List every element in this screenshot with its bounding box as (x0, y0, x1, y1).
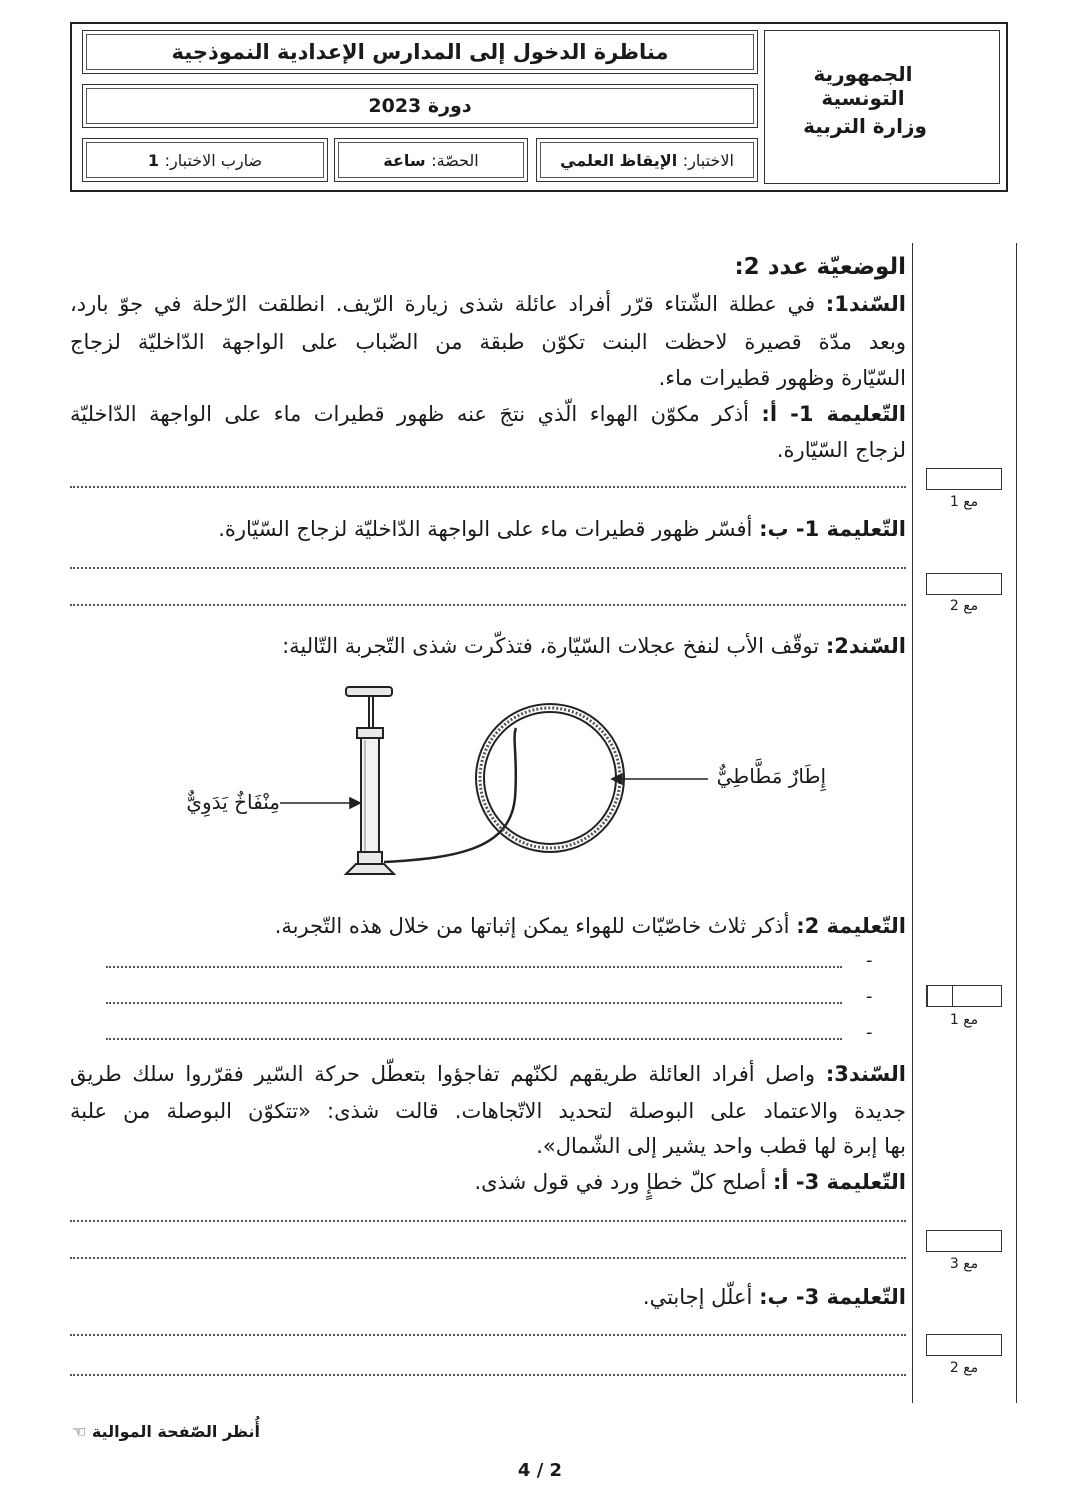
duration-label: الحصّة: (431, 150, 479, 170)
margin-rule-left (912, 243, 913, 1403)
score-box-5 (926, 1334, 1002, 1356)
coefficient-label: ضارب الاختبار: (164, 150, 263, 170)
q3b-text: أعلّل إجابتي. (642, 1285, 753, 1309)
doc1-line-2: وبعد مدّة قصيرة لاحظت البنت تكوّن طبقة من الضّباب على الواجهة الدّاخليّة لزجاج (70, 330, 906, 354)
session-box (82, 84, 758, 128)
answer-line[interactable] (70, 486, 906, 488)
q3b-line (500, 1285, 906, 1309)
answer-line[interactable] (70, 604, 906, 606)
coefficient-value: 1 (147, 150, 160, 170)
next-page-note (60, 1422, 260, 1441)
q1a-line-2: لزجاج السّيّارة. (776, 438, 906, 462)
q3a-text: أصلح كلّ خطإٍ ورد في قول شذى. (474, 1170, 767, 1194)
doc1-text-1: في عطلة الشّتاء قرّر أفراد عائلة شذى زيارة الرّيف. انطلقت الرّحلة في جوّ بارد، (70, 292, 816, 316)
q1a-line-1 (70, 402, 906, 426)
ministry-name: وزارة التربية (803, 114, 927, 138)
q2-bullet-3: - (866, 1022, 873, 1043)
score-box-2 (926, 573, 1002, 595)
title-box (82, 30, 758, 74)
q1b-text: أفسّر ظهور قطيرات ماء على الواجهة الدّاخليّة لزجاج السّيّارة. (218, 517, 753, 541)
answer-line[interactable] (70, 1334, 906, 1336)
pointing-hand-icon: ☜ (71, 1422, 87, 1441)
hand-pump-icon (346, 687, 516, 874)
exam-subject-box (536, 138, 758, 182)
q2-bullet-1: - (866, 950, 873, 971)
rubber-tire-icon (476, 704, 624, 852)
score-label-3: مع 1 (949, 1012, 979, 1028)
q1b-line (100, 517, 906, 541)
doc3-label: السّند3: (825, 1062, 906, 1086)
answer-line[interactable] (70, 567, 906, 569)
doc2-line (150, 634, 906, 658)
pump-label: مِنْفَاخٌ يَدَوِيٌّ (186, 790, 280, 814)
doc2-text: توقّف الأب لنفخ عجلات السّيّارة، فتذكّرت شذى التّجربة التّالية: (282, 634, 820, 658)
duration-box (334, 138, 528, 182)
score-label-5: مع 2 (949, 1360, 979, 1376)
doc3-line-1 (70, 1062, 906, 1086)
q2-line (150, 914, 906, 938)
answer-line[interactable] (106, 1002, 842, 1004)
q2-text: أذكر ثلاث خاصّيّات للهواء يمكن إثباتها من خلال هذه التّجربة. (274, 914, 790, 938)
country-name: الجمهورية التونسية (813, 62, 913, 110)
score-label-1: مع 1 (949, 494, 979, 510)
doc3-line-3: بها إبرة لها قطب واحد يشير إلى الشّمال». (536, 1134, 906, 1158)
q3a-label: التّعليمة 3- أ: (772, 1170, 906, 1194)
answer-line[interactable] (106, 1038, 842, 1040)
exam-session: دورة 2023 (368, 95, 472, 117)
q1a-text-1: أذكر مكوّن الهواء الّذي نتجَ عنه ظهور قطيرات ماء على الواجهة الدّاخليّة (70, 402, 749, 426)
doc1-line-3: السّيّارة وظهور قطيرات ماء. (658, 366, 906, 390)
score-box-4 (926, 1230, 1002, 1252)
q3b-label: التّعليمة 3- ب: (759, 1285, 906, 1309)
next-page-text: أُنظر الصّفحة الموالية (91, 1422, 260, 1441)
answer-line[interactable] (106, 966, 842, 968)
doc1-label: السّند1: (825, 292, 906, 316)
duration-value: ساعة (383, 150, 426, 170)
exam-title: مناظرة الدخول إلى المدارس الإعدادية النموذجية (171, 40, 669, 64)
score-box-1 (926, 468, 1002, 490)
q2-bullet-2: - (866, 986, 873, 1007)
answer-line[interactable] (70, 1374, 906, 1376)
q1b-label: التّعليمة 1- ب: (759, 517, 906, 541)
doc2-label: السّند2: (825, 634, 906, 658)
q1a-label: التّعليمة 1- أ: (761, 402, 907, 426)
score-label-4: مع 3 (949, 1256, 979, 1272)
page-number: 4 / 2 (517, 1460, 563, 1481)
doc3-text-1: واصل أفراد العائلة طريقهم لكنّهم تفاجؤوا بتعطّل حركة السّير فقرّروا سلك طريق (70, 1062, 816, 1086)
tire-label: إِطَارٌ مَطَّاطِيٌّ (716, 764, 826, 788)
label-arrows (280, 774, 708, 808)
answer-line[interactable] (70, 1220, 906, 1222)
doc1-line-1 (70, 292, 906, 316)
exam-subject: الإيقاظ العلمي (560, 150, 678, 170)
q2-label: التّعليمة 2: (796, 914, 906, 938)
margin-rule-right (1016, 243, 1017, 1403)
exam-label: الاختبار: (682, 150, 734, 170)
situation-title: الوضعيّة عدد 2: (734, 254, 906, 280)
coefficient-box (82, 138, 328, 182)
q3a-line (400, 1170, 906, 1194)
score-label-2: مع 2 (949, 598, 979, 614)
score-box-3 (926, 985, 1002, 1007)
doc3-line-2: جديدة والاعتماد على البوصلة لتحديد الاتّجاهات. قالت شذى: «تتكوّن البوصلة من علبة (70, 1099, 906, 1123)
answer-line[interactable] (70, 1257, 906, 1259)
